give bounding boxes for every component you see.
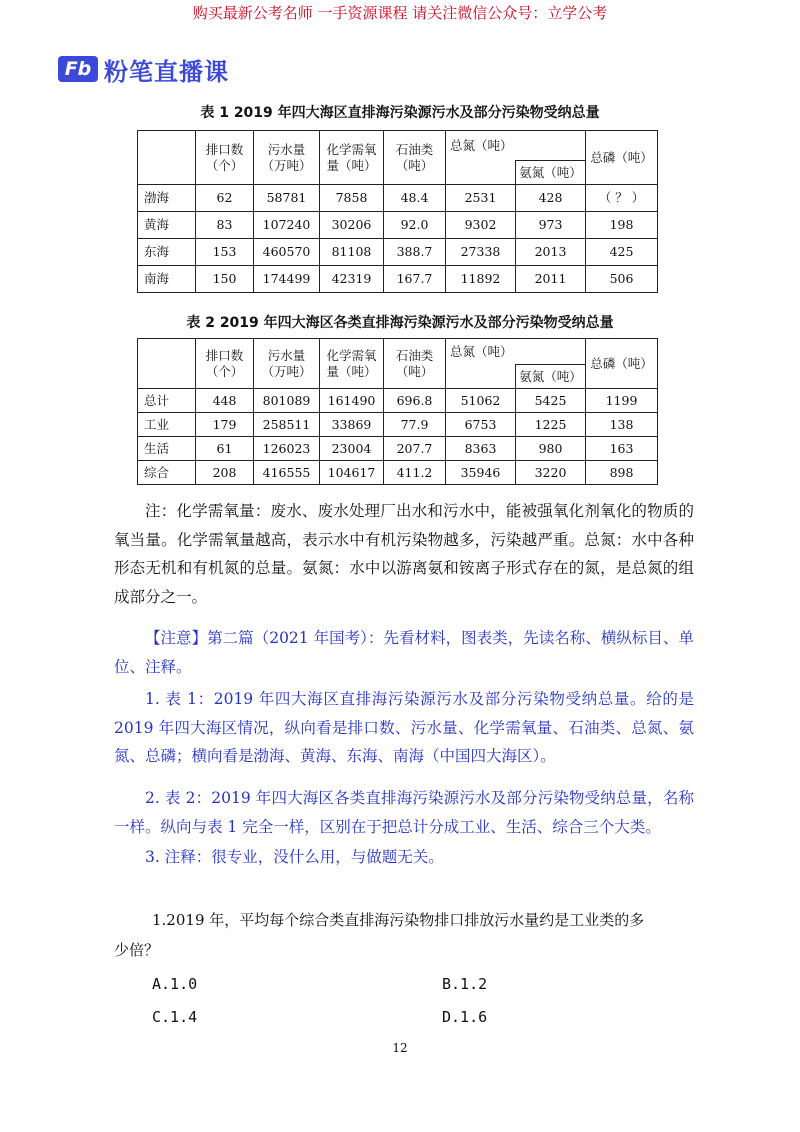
table2-cell: 416555 [254,461,320,485]
table1-cell: 388.7 [384,239,446,266]
table2-row [138,413,658,437]
table1-row-label: 东海 [138,239,196,266]
table2-header-nh: 氨氮（吨） [516,365,586,389]
table2-cell: 3220 [516,461,586,485]
table1-cell: 425 [586,239,658,266]
option-d[interactable]: D.1.6 [442,1008,488,1026]
table2-cell: 696.8 [384,389,446,413]
table2-cell: 35946 [446,461,516,485]
table2-cell: 51062 [446,389,516,413]
table2-header-cod: 化学需氧 量（吨） [320,339,384,389]
table1-cell: 92.0 [384,212,446,239]
table2-row [138,437,658,461]
table1-cell: 2531 [446,185,516,212]
table2-cell: 104617 [320,461,384,485]
table1-header-nh: 氨氮（吨） [516,161,586,185]
brand-logo [58,52,229,86]
option-c[interactable]: C.1.4 [152,1008,198,1026]
table1-row [138,239,658,266]
table1-cell: 48.4 [384,185,446,212]
commentary-point-2: 2. 表 2：2019 年四大海区各类直排海污染源污水及部分污染物受纳总量，名称一样。纵向与表 1 完全一样，区别在于把总计分成工业、生活、综合三个大类。 [114,789,694,836]
table2-cell: 6753 [446,413,516,437]
table1 [137,130,658,293]
table2-cell: 179 [196,413,254,437]
question-stem-line1: 1.2019 年，平均每个综合类直排海污染物排口排放污水量约是工业类的多 [152,911,645,929]
table1-cell: 460570 [254,239,320,266]
table2-cell: 61 [196,437,254,461]
commentary-point-3: 3. 注释：很专业，没什么用，与做题无关。 [145,848,444,866]
table1-cell: 62 [196,185,254,212]
table2-cell: 5425 [516,389,586,413]
table1-header-sewage: 污水量 （万吨） [254,131,320,185]
table2-cell: 8363 [446,437,516,461]
table1-cell: 42319 [320,266,384,293]
table2-cell: 411.2 [384,461,446,485]
top-banner: 购买最新公考名师 一手资源课程 请关注微信公众号：立学公考 [192,4,608,22]
table1-header-tp: 总磷（吨） [586,131,658,185]
table1-header-cod: 化学需氧 量（吨） [320,131,384,185]
table2-caption: 表 2 2019 年四大海区各类直排海污染源污水及部分污染物受纳总量 [186,315,614,331]
table2-cell: 126023 [254,437,320,461]
table2-row-label: 总计 [138,389,196,413]
table2-cell: 898 [586,461,658,485]
table1-row [138,185,658,212]
question-stem-line2: 少倍？ [114,941,160,959]
table1-cell: 150 [196,266,254,293]
table2-cell: 77.9 [384,413,446,437]
table1-row [138,266,658,293]
commentary-intro: 【注意】第二篇（2021 年国考）：先看材料，图表类，先读名称、横纵标目、单位、注释。 [114,629,694,676]
table2-row-label: 综合 [138,461,196,485]
table1-cell: 81108 [320,239,384,266]
table1-cell: 107240 [254,212,320,239]
table1-cell: 58781 [254,185,320,212]
table2-cell: 258511 [254,413,320,437]
table1-cell: 2013 [516,239,586,266]
table2-header-tn: 总氮（吨） [446,339,586,365]
table1-cell: 7858 [320,185,384,212]
commentary-point-1: 1. 表 1：2019 年四大海区直排海污染源污水及部分污染物受纳总量。给的是 2019 年四大海区情况，纵向看是排口数、污水量、化学需氧量、石油类、总氮、氨氮、总磷；横向看是渤海、黄海、东海、南海（中国四大海区）。 [114,690,694,765]
table1-cell: 167.7 [384,266,446,293]
table1-cell: 428 [516,185,586,212]
table-note: 注：化学需氧量：废水、废水处理厂出水和污水中，能被强氧化剂氧化的物质的氧当量。化学需氧量越高，表示水中有机污染物越多，污染越严重。总氮：水中各种形态无机和有机氮的总量。氨氮：水中以游离氨和铵离子形式存在的氮，是总氮的组成部分之一。 [114,502,694,606]
table2-cell: 207.7 [384,437,446,461]
table2-cell: 1225 [516,413,586,437]
table1-row [138,212,658,239]
table1-cell: 83 [196,212,254,239]
table2-cell: 801089 [254,389,320,413]
table2-cell: 23004 [320,437,384,461]
table1-corner-cell [138,131,196,185]
table2-cell: 1199 [586,389,658,413]
table1-row-label: 黄海 [138,212,196,239]
table2-cell: 163 [586,437,658,461]
logo-mark-icon: Fb [58,56,98,82]
table1-cell: 198 [586,212,658,239]
table1-cell: 973 [516,212,586,239]
page-number: 12 [392,1041,408,1055]
table2 [137,338,658,485]
table2-cell: 208 [196,461,254,485]
option-b[interactable]: B.1.2 [442,975,488,993]
table2-cell: 138 [586,413,658,437]
table2-row [138,461,658,485]
table2-row-label: 生活 [138,437,196,461]
table1-cell: 30206 [320,212,384,239]
table2-cell: 448 [196,389,254,413]
table2-cell: 980 [516,437,586,461]
table1-cell: 174499 [254,266,320,293]
table1-cell: 506 [586,266,658,293]
table2-row-label: 工业 [138,413,196,437]
table2-cell: 33869 [320,413,384,437]
table1-cell: 27338 [446,239,516,266]
table1-caption: 表 1 2019 年四大海区直排海污染源污水及部分污染物受纳总量 [200,105,600,121]
table2-cell: 161490 [320,389,384,413]
table2-row [138,389,658,413]
table1-cell: （ ？ ） [586,185,658,212]
table2-header-sewage: 污水量 （万吨） [254,339,320,389]
table1-cell: 2011 [516,266,586,293]
table1-cell: 9302 [446,212,516,239]
table2-header-oil: 石油类 （吨） [384,339,446,389]
table1-cell: 153 [196,239,254,266]
table2-header-tp: 总磷（吨） [586,339,658,389]
option-a[interactable]: A.1.0 [152,975,198,993]
table1-header-outfalls: 排口数 （个） [196,131,254,185]
table1-header-tn: 总氮（吨） [446,131,586,161]
table2-corner-cell [138,339,196,389]
table1-row-label: 南海 [138,266,196,293]
table1-cell: 11892 [446,266,516,293]
table1-header-oil: 石油类 （吨） [384,131,446,185]
table1-row-label: 渤海 [138,185,196,212]
logo-text: 粉笔直播课 [104,57,229,86]
table2-header-outfalls: 排口数 （个） [196,339,254,389]
